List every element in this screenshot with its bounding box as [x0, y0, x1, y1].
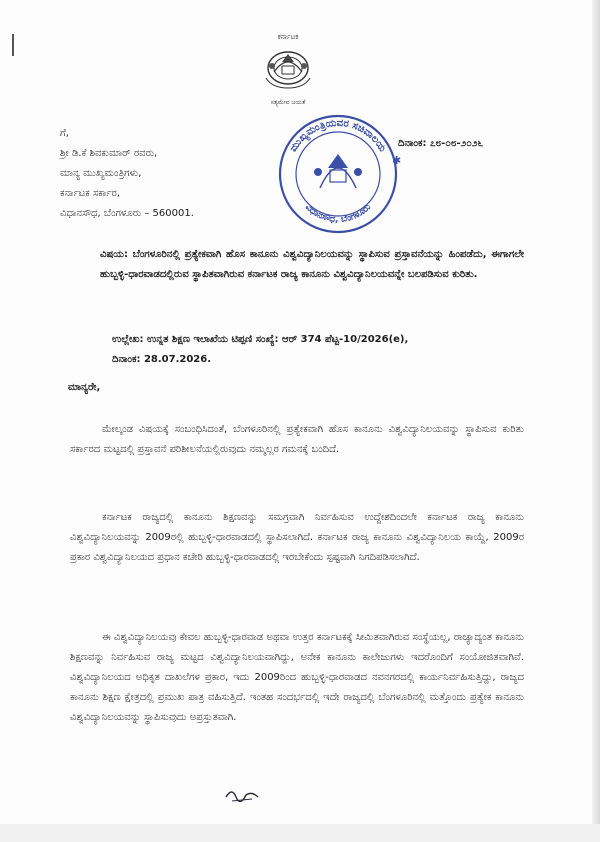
- reference-date: ದಿನಾಂಕ: 28.07.2026.: [112, 354, 212, 365]
- emblem-caption: ಕರ್ನಾಟಕ: [277, 33, 299, 41]
- letter-subject: ವಿಷಯ: ಬೆಂಗಳೂರಿನಲ್ಲಿ ಪ್ರತ್ಯೇಕವಾಗಿ ಹೊಸ ಕಾನೂನು ವಿಶ್ವವಿದ್ಯಾನಿಲಯವನ್ನು ಸ್ಥಾಪಿಸುವ ಪ್ರಸ್ತಾವನೆಯನ್ನು ಹಿಂಪಡೆದು, ಈಗಾಗಲೇ ಹುಬ್ಬಳ್ಳಿ-ಧಾರವಾಡದಲ್ಲಿರುವ ಸ್ಥಾಪಿತವಾಗಿರುವ ಕರ್ನಾಟಕ ರಾಜ್ಯ ಕಾನೂನು ವಿಶ್ವವಿದ್ಯಾನಿಲಯವನ್ನೇ ಬಲಪಡಿಸುವ ಕುರಿತು.: [100, 249, 524, 280]
- salutation: ಮಾನ್ಯರೇ,: [68, 382, 101, 393]
- svg-text:ಮುಖ್ಯಮಂತ್ರಿಯವರ ಸಚಿವಾಲಯ: [288, 118, 388, 155]
- recipient-organization: ಕರ್ನಾಟಕ ಸರ್ಕಾರ,: [60, 188, 120, 199]
- recipient-city: ವಿಧಾನಸೌಧ, ಬೆಂಗಳೂರು – 560001.: [60, 208, 194, 219]
- recipient-address: [60, 124, 194, 224]
- body-paragraph-1: ಮೇಲ್ಕಂಡ ವಿಷಯಕ್ಕೆ ಸಂಬಂಧಿಸಿದಂತೆ, ಬೆಂಗಳೂರಿನಲ್ಲಿ ಪ್ರತ್ಯೇಕವಾಗಿ ಹೊಸ ಕಾನೂನು ವಿಶ್ವವಿದ್ಯಾನಿಲಯವನ್ನು ಸ್ಥಾಪಿಸುವ ಕುರಿತು ಸರ್ಕಾರದ ಮಟ್ಟದಲ್ಲಿ ಪ್ರಸ್ತಾವನೆ ಪರಿಶೀಲನೆಯಲ್ಲಿರುವುದು ನಮ್ಮಲ್ಲರ ಗಮನಕ್ಕೆ ಬಂದಿದೆ.: [70, 424, 524, 455]
- seal-bottom-text: ವಿಧಾನಸೌಧ, ಬೆಂಗಳೂರು: [303, 202, 373, 226]
- page-bottom-edge: [0, 824, 600, 842]
- reference-line: ಉಲ್ಲೇಖ: ಉನ್ನತ ಶಿಕ್ಷಣ ಇಲಾಖೆಯ ಟಿಪ್ಪಣಿ ಸಂಖ್ಯೆ: ಆರ್ 374 ಪೆಟ್ಟ-10/2026(e),: [112, 334, 409, 345]
- recipient-designation: ಮಾನ್ಯ ಮುಖ್ಯಮಂತ್ರಿಗಳು,: [60, 168, 142, 179]
- letter-reference: [112, 330, 522, 370]
- letter-date: ದಿನಾಂಕ: ೭೮-೦೮-೨೦೨೬: [398, 138, 484, 149]
- svg-text:ವಿಧಾನಸೌಧ, ಬೆಂಗಳೂರು: [303, 202, 373, 225]
- margin-mark: [12, 34, 14, 56]
- page-edge-shadow: [592, 0, 600, 842]
- body-paragraph-2: ಕರ್ನಾಟಕ ರಾಜ್ಯದಲ್ಲಿ ಕಾನೂನು ಶಿಕ್ಷಣವನ್ನು ಸಮಗ್ರವಾಗಿ ನಿರ್ವಹಿಸುವ ಉದ್ದೇಶದಿಂದಲೇ ಕರ್ನಾಟಕ ರಾಜ್ಯ ಕಾನೂನು ವಿಶ್ವವಿದ್ಯಾನಿಲಯವನ್ನು 2009ರಲ್ಲಿ ಹುಬ್ಬಳ್ಳಿ-ಧಾರವಾಡದಲ್ಲಿ ಸ್ಥಾಪಿಸಲಾಗಿದೆ. ಕರ್ನಾಟಕ ರಾಜ್ಯ ಕಾನೂನು ವಿಶ್ವವಿದ್ಯಾನಿಲಯ ಕಾಯ್ದೆ, 2009ರ ಪ್ರಕಾರ ವಿಶ್ವವಿದ್ಯಾನಿಲಯದ ಪ್ರಧಾನ ಕಚೇರಿ ಹುಬ್ಬಳ್ಳಿ-ಧಾರವಾಡದಲ್ಲಿ ಇರಬೇಕೆಂದು ಸ್ಪಷ್ಟವಾಗಿ ನಿಗದಿಪಡಿಸಲಾಗಿದೆ.: [70, 512, 524, 563]
- seal-top-text: ಮುಖ್ಯಮಂತ್ರಿಯವರ ಸಚಿವಾಲಯ: [288, 117, 388, 155]
- svg-text:✱: ✱: [392, 154, 402, 167]
- emblem-motto: ಸತ್ಯಮೇವ ಜಯತೆ: [270, 99, 306, 106]
- recipient-to: ಗೆ,: [60, 128, 69, 139]
- state-emblem-icon: [252, 38, 324, 100]
- recipient-name: ಶ್ರೀ ಡಿ.ಕೆ ಶಿವಕುಮಾರ್ ರವರು,: [60, 148, 158, 159]
- body-paragraph-3: ಈ ವಿಶ್ವವಿದ್ಯಾನಿಲಯವು ಕೇವಲ ಹುಬ್ಬಳ್ಳಿ-ಧಾರವಾಡ ಅಥವಾ ಉತ್ತರ ಕರ್ನಾಟಕಕ್ಕೆ ಸೀಮಿತವಾಗಿರುವ ಸಂಸ್ಥೆಯಲ್ಲ, ರಾಜ್ಯಾದ್ಯಂತ ಕಾನೂನು ಶಿಕ್ಷಣವನ್ನು ನಿರ್ವಹಿಸುವ ರಾಜ್ಯ ಮಟ್ಟದ ವಿಶ್ವವಿದ್ಯಾನಿಲಯವಾಗಿದ್ದು, ಅನೇಕ ಕಾನೂನು ಕಾಲೇಜುಗಳು ಇದರೊಂದಿಗೆ ಸಂಯೋಜಿತವಾಗಿವೆ. ವಿಶ್ವವಿದ್ಯಾನಿಲಯದ ಅಧಿಕೃತ ದಾಖಲೆಗಳ ಪ್ರಕಾರ, ಇದು 2009ರಿಂದ ಹುಬ್ಬಳ್ಳಿ-ಧಾರವಾಡದ ನವನಗರದಲ್ಲಿ ಕಾರ್ಯನಿರ್ವಹಿಸುತ್ತಿದ್ದು, ರಾಜ್ಯದ ಕಾನೂನು ಶಿಕ್ಷಣ ಕ್ಷೇತ್ರದಲ್ಲಿ ಪ್ರಮುಖ ಪಾತ್ರ ವಹಿಸುತ್ತಿದೆ. ಇಂತಹ ಸಂದರ್ಭದಲ್ಲಿ ಇದೇ ರಾಜ್ಯದಲ್ಲಿ ಬೆಂಗಳೂರಿನಲ್ಲಿ ಮತ್ತೊಂದು ಪ್ರತ್ಯೇಕ ಕಾನೂನು ವಿಶ್ವವಿದ್ಯಾನಿಲಯವನ್ನು ಸ್ಥಾಪಿಸುವುದು ಅಪ್ರಸ್ತುತವಾಗಿ.: [70, 632, 524, 723]
- office-seal-icon: [272, 108, 404, 240]
- page-initial-signature: [222, 783, 262, 805]
